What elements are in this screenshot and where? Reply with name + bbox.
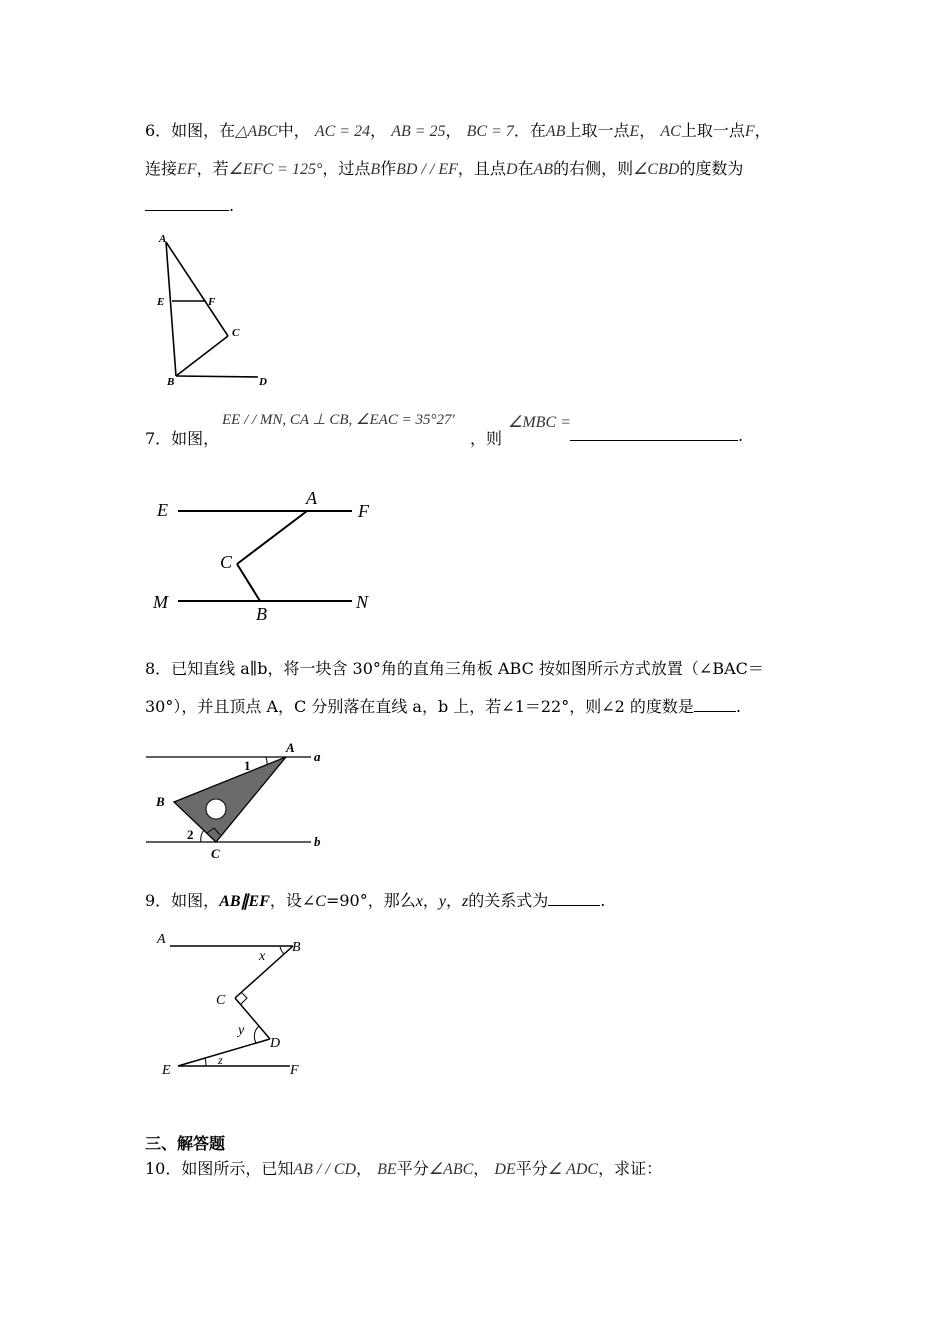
math-angle-efc: ∠EFC = 125° — [228, 161, 323, 178]
angle-y-arc — [254, 1026, 259, 1043]
math-ab: AB = 25 — [391, 123, 446, 140]
q9-line: 9．如图，AB∥EF，设∠C=90°，那么x，y，z的关系式为 . — [145, 891, 606, 910]
q7-then: ，则 — [470, 429, 503, 448]
q7-mbc: ∠MBC = — [508, 414, 571, 431]
q8-figure — [146, 736, 336, 862]
label-d: D — [270, 1036, 281, 1051]
label-f: F — [290, 1063, 299, 1078]
answer-blank — [694, 697, 736, 712]
q7-answer: . — [570, 426, 743, 445]
math-angle-cbd: ∠CBD — [633, 161, 680, 178]
label-e: E — [157, 296, 165, 308]
q8-line1: 8．已知直线 a∥b，将一块含 30°角的直角三角板 ABC 按如图所示方式放置（∠BAC＝ — [145, 659, 764, 678]
q10-line: 10．如图所示，已知AB / / CD， BE平分∠ABC， DE平分∠ ADC，求证： — [145, 1159, 663, 1178]
angle-z-arc — [205, 1058, 206, 1066]
angle-2-arc — [201, 830, 204, 842]
q6-line2: 连接EF，若∠EFC = 125°，过点B作BD / / EF，且点D在AB的右侧，则∠CBD的度数为 — [145, 159, 744, 178]
q9-figure — [150, 926, 320, 1086]
label-b: B — [156, 794, 165, 809]
right-angle-mark — [241, 992, 247, 1004]
label-line-a: a — [314, 749, 321, 764]
section-title: 三、解答题 — [145, 1134, 226, 1153]
label-angle-2: 2 — [187, 827, 194, 842]
math-ac: AC = 24 — [314, 123, 371, 140]
segment-bc — [176, 336, 228, 376]
label-z: z — [218, 1053, 223, 1067]
segment-de — [178, 1039, 270, 1066]
q6-figure — [150, 230, 280, 390]
label-a: A — [159, 233, 167, 245]
label-x: x — [259, 949, 266, 964]
triangle-hole — [206, 799, 226, 819]
label-d: D — [259, 376, 267, 388]
segment-ac — [166, 242, 228, 336]
label-f: F — [208, 296, 216, 308]
q6-line1: 6．如图，在△ABC中， AC = 24， AB = 25， BC = 7．在AB上取一点E， AC上取一点F， — [145, 121, 771, 140]
q6-answer-line: . — [145, 196, 234, 215]
math-triangle-abc: △ABC — [235, 123, 278, 140]
label-f: F — [358, 501, 369, 521]
answer-blank — [145, 196, 229, 211]
label-line-b: b — [314, 834, 321, 849]
label-c: C — [232, 327, 240, 339]
math-bd-parallel-ef: BD / / EF — [396, 161, 458, 178]
answer-blank — [548, 891, 600, 906]
label-c: C — [220, 552, 233, 572]
label-c: C — [211, 846, 220, 861]
label-b: B — [167, 376, 175, 388]
segment-bd — [176, 376, 258, 377]
label-a: A — [306, 488, 317, 508]
label-y: y — [238, 1023, 245, 1038]
math-bc: BC = 7 — [466, 123, 514, 140]
label-e: E — [157, 500, 168, 520]
label-a: A — [286, 740, 295, 755]
angle-1-arc — [266, 757, 267, 765]
answer-blank — [570, 426, 738, 441]
q7-figure — [150, 486, 390, 626]
label-angle-1: 1 — [244, 758, 251, 773]
segment-cb — [237, 564, 260, 601]
segment-ab — [166, 242, 176, 376]
q7-line: 7．如图， — [145, 429, 220, 448]
q7-condition: EE / / MN, CA ⊥ CB, ∠EAC = 35°27′ — [222, 412, 455, 428]
label-e: E — [162, 1063, 171, 1078]
label-m: M — [153, 592, 168, 612]
segment-ac — [237, 511, 307, 564]
angle-x-arc — [280, 946, 284, 954]
label-c: C — [216, 993, 226, 1008]
label-b: B — [292, 940, 301, 955]
q8-line2: 30°），并且顶点 A，C 分别落在直线 a，b 上，若∠1＝22°，则∠2 的度数是 . — [145, 697, 741, 716]
label-b: B — [256, 604, 267, 624]
label-a: A — [157, 932, 166, 947]
label-n: N — [356, 592, 369, 612]
